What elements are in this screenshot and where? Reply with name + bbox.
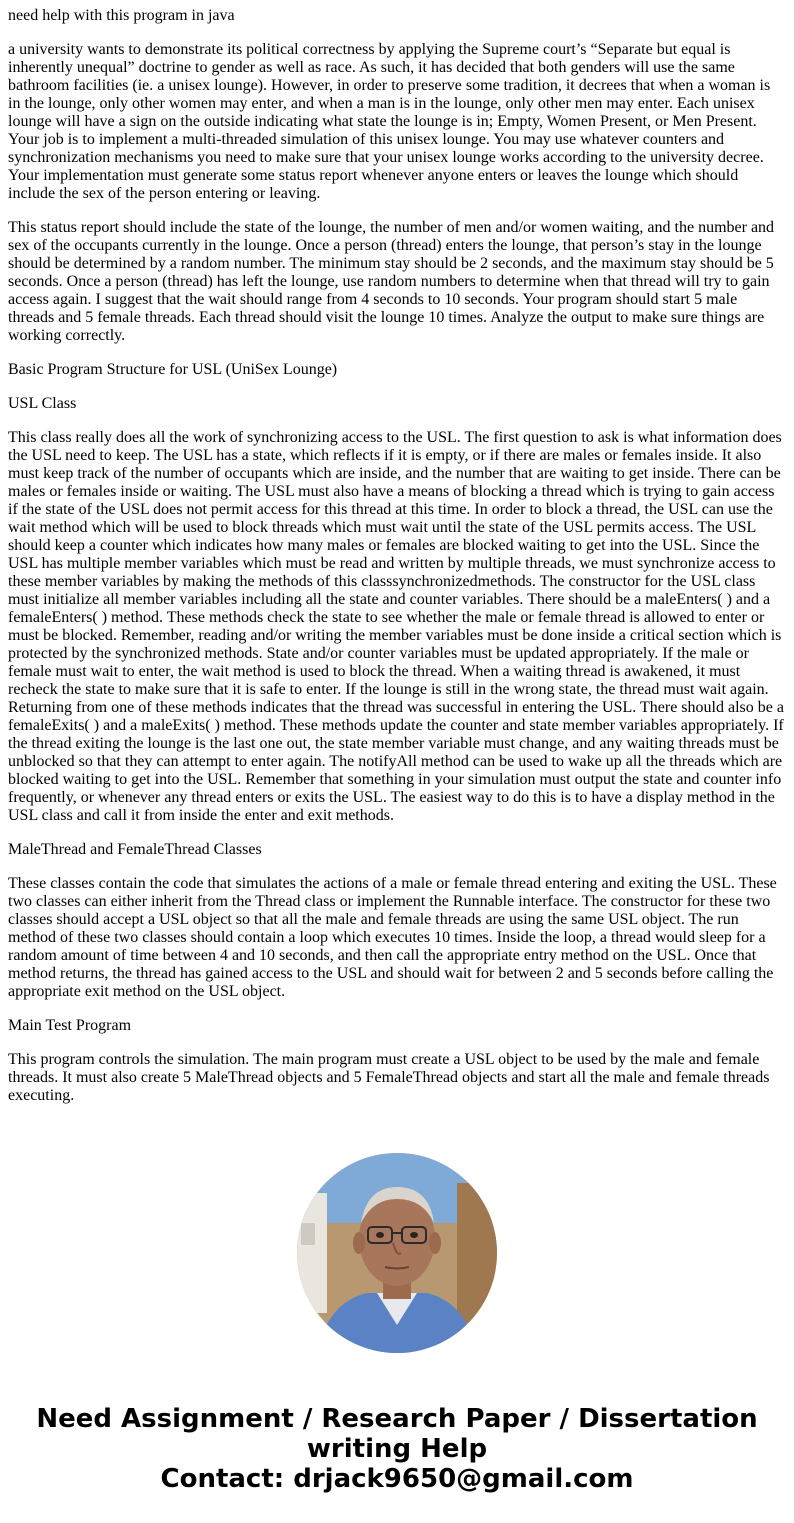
promo-line-2: writing Help xyxy=(306,1434,488,1464)
usl-class-paragraph: This class really does all the work of synchronizing access to the USL. The first question to ask is what information does the USL need to keep. The USL has a state, which reflects if it is empty, or if there are males or females inside. It also must keep track of the number of occupants which are inside, and the number that are waiting to get inside. There can be males or females inside or waiting. The USL must also have a means of blocking a thread which is trying to gain access if the state of the USL does not permit access for this thread at this time. In order to block a thread, the USL can use the wait method which will be used to block threads which must wait until the state of the USL permits access. The USL should keep a counter which indicates how many males or females are blocked waiting to get into the USL. Since the USL has multiple member variables which must be read and written by multiple threads, we must synchronize access to these member variables by making the methods of this classsynchronizedmethods. The constructor for the USL class must initialize all member variables including all the state and counter variables. There should be a maleEnters( ) and a femaleEnters( ) method. These methods check the state to see whether the male or female thread is allowed to enter or must be blocked. Remember, reading and/or writing the member variables must be done inside a critical section which is protected by the synchronized methods. State and/or counter variables must be updated appropriately. If the male or female must wait to enter, the wait method is used to block the thread. When a waiting thread is awakened, it must recheck the state to make sure that it is safe to enter. If the lounge is still in the wrong state, the thread must wait again. Returning from one of these methods indicates that the thread was successful in entering the USL. There should also be a femaleExits( ) and a maleExits( ) method. These methods update the counter and state member variables appropriately. If the thread exiting the lounge is the last one out, the state member variable must change, and any waiting threads must be unblocked so that they can attempt to enter again. The notifyAll method can be used to wake up all the threads which are blocked waiting to get into the USL. Remember that something in your simulation must output the state and counter info frequently, or whenever any thread enters or exits the USL. The easiest way to do this is to have a display method in the USL class and call it from inside the enter and exit methods. xyxy=(8,429,784,824)
tutor-portrait-image xyxy=(297,1153,497,1353)
promo-contact: Contact: drjack9650@gmail.com xyxy=(160,1464,634,1494)
intro-paragraph: a university wants to demonstrate its political correctness by applying the Supreme court’s “Separate but equal is inherently unequal” doctrine to gender as well as race. As such, it has decided that both genders will use the same bathroom facilities (ie. a unisex lounge). However, in order to preserve some tradition, it decrees that when a woman is in the lounge, only other women may enter, and when a man is in the lounge, only other men may enter. Each unisex lounge will have a sign on the outside indicating what state the lounge is in; Empty, Women Present, or Men Present. Your job is to implement a multi-threaded simulation of this unisex lounge. You may use whatever counters and synchronization mechanisms you need to make sure that your unisex lounge works according to the university decree. Your implementation must generate some status report whenever anyone enters or leaves the lounge which should include the sex of the person entering or leaving. xyxy=(8,41,771,202)
tutor-avatar xyxy=(297,1153,497,1353)
thread-classes-heading: MaleThread and FemaleThread Classes xyxy=(8,841,262,858)
program-structure-heading: Basic Program Structure for USL (UniSex Lounge) xyxy=(8,361,338,378)
thread-classes-paragraph: These classes contain the code that simulates the actions of a male or female thread entering and exiting the USL. These two classes can either inherit from the Thread class or implement the Runnable interface. The constructor for these two classes should accept a USL object so that all the male and female threads are using the same USL object. The run method of these two classes should contain a loop which executes 10 times. Inside the loop, a thread would sleep for a random amount of time between 4 and 10 seconds, and then call the appropriate entry method on the USL. Once that method returns, the thread has gained access to the USL and should wait for between 2 and 5 seconds before calling the appropriate exit method on the USL object. xyxy=(8,875,777,1000)
usl-class-heading: USL Class xyxy=(8,395,77,412)
main-program-heading: Main Test Program xyxy=(8,1017,132,1034)
status-report-paragraph: This status report should include the state of the lounge, the number of men and/or women waiting, and the number and sex of the occupants currently in the lounge. Once a person (thread) enters the lounge, that person’s stay in the lounge should be determined by a random number. The minimum stay should be 2 seconds, and the maximum stay should be 5 seconds. Once a person (thread) has left the lounge, use random numbers to determine when that thread will try to gain access again. I suggest that the wait should range from 4 seconds to 10 seconds. Your program should start 5 male threads and 5 female threads. Each thread should visit the lounge 10 times. Analyze the output to make sure things are working correctly. xyxy=(8,219,775,344)
document-body xyxy=(8,0,786,1121)
question-title: need help with this program in java xyxy=(8,7,235,24)
promo-banner xyxy=(0,1404,794,1494)
promo-line-1: Need Assignment / Research Paper / Dissertation xyxy=(36,1404,758,1434)
main-program-paragraph: This program controls the simulation. The main program must create a USL object to be used by the male and female threads. It must also create 5 MaleThread objects and 5 FemaleThread objects and start all the male and female threads executing. xyxy=(8,1051,770,1104)
